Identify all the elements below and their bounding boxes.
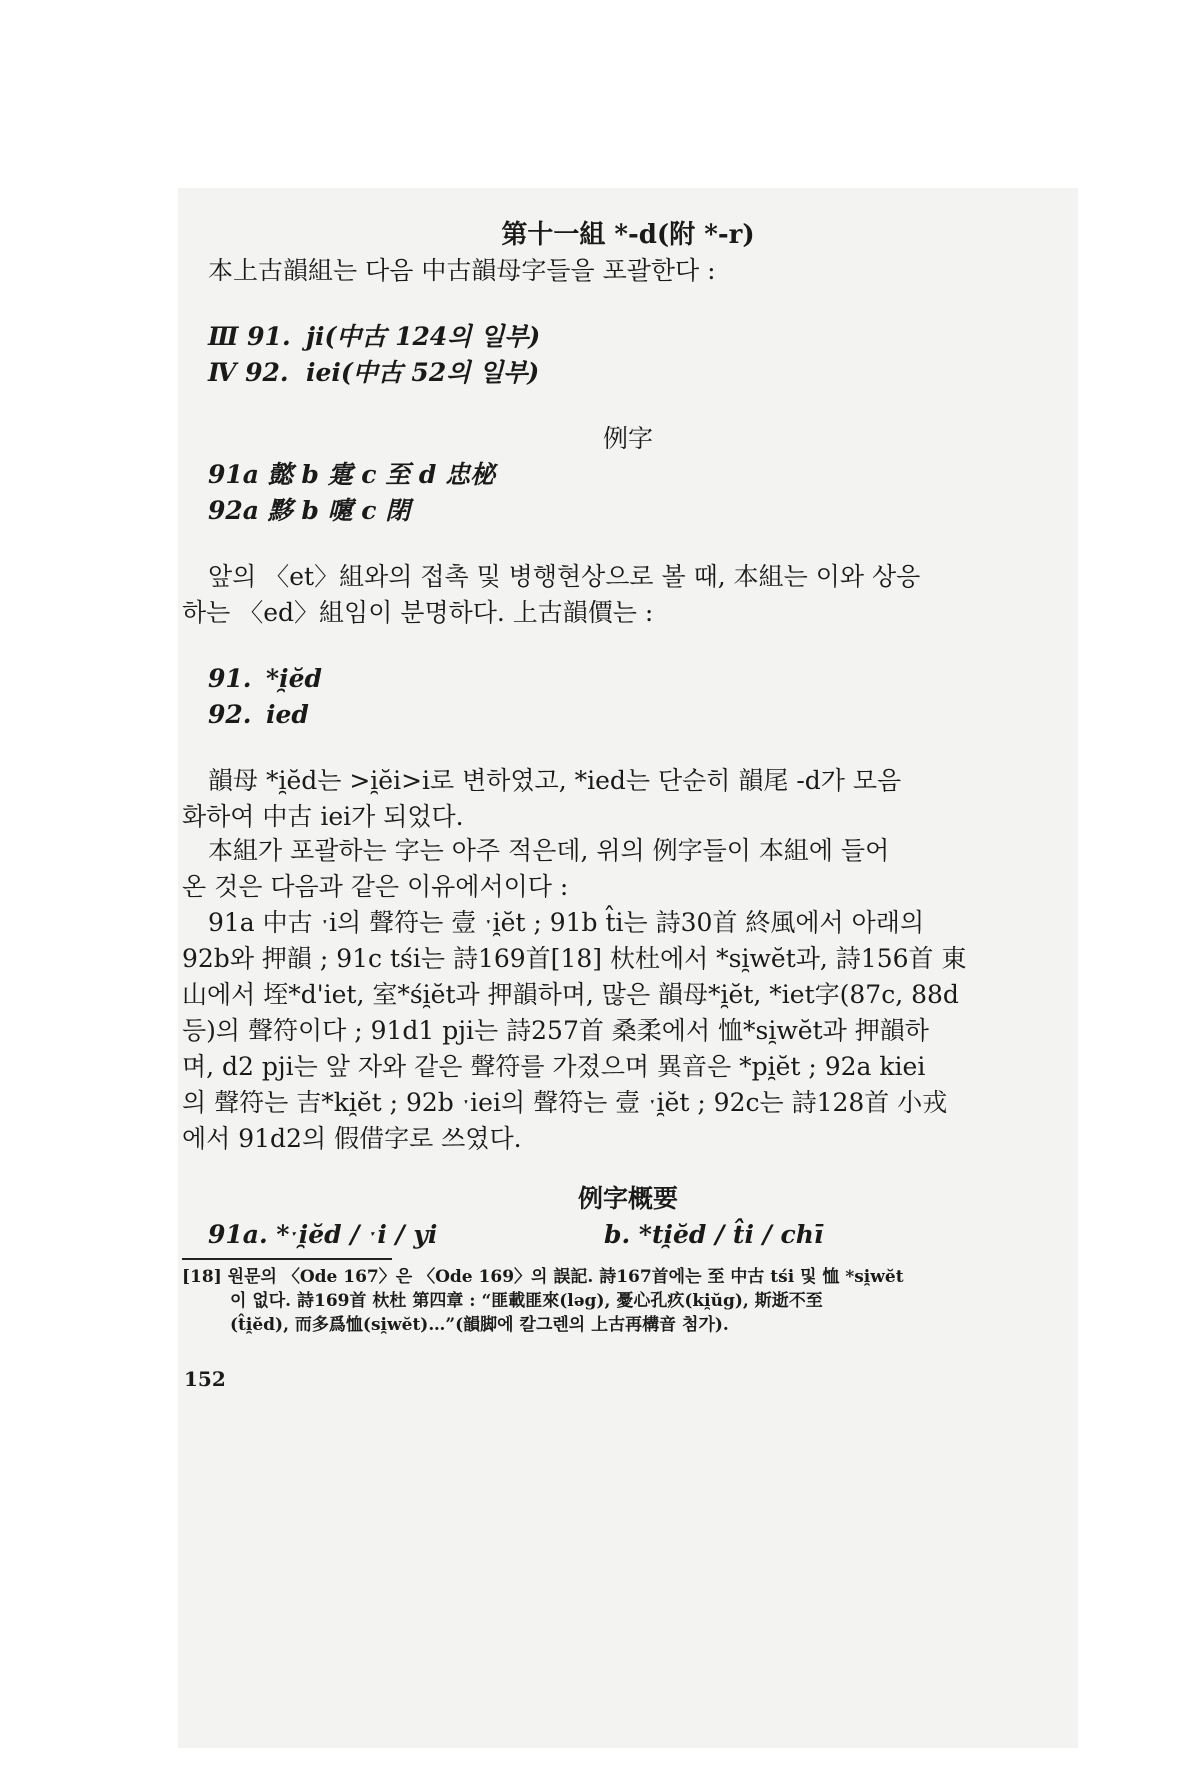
footnote-line-1: [18] 원문의 〈Ode 167〉은 〈Ode 169〉의 誤記. 詩167首에는 至 中古 tśi 및 恤 *si̯wĕt (182, 1267, 904, 1287)
para1-line-2: 하는 〈ed〉組임이 분명하다. 上古韻價는 : (182, 598, 654, 627)
para1-line-1: 앞의 〈et〉組와의 접촉 및 병행현상으로 볼 때, 本組는 이와 상응 (208, 562, 921, 591)
value-1: *i̯ĕd (266, 664, 322, 693)
page-number: 152 (184, 1367, 226, 1391)
footnote-rule (182, 1258, 392, 1260)
para3-line-6: 등)의 聲符이다 ; 91d1 pji는 詩257首 桑柔에서 恤*si̯wĕt과 押韻하 (182, 1016, 929, 1045)
group-label-1: Ⅲ 91. (208, 322, 291, 351)
summary-title: 例字概要 (577, 1184, 678, 1213)
section-heading: 第十一組 *-d(附 *-r) (501, 220, 755, 250)
para3-line-2: 온 것은 다음과 같은 이유에서이다 : (182, 872, 569, 901)
para3-line-1: 本組가 포괄하는 字는 아주 적은데, 위의 例字들이 本組에 들어 (208, 836, 890, 865)
summary-right: b. *ti̯ĕd / t̂i / chī (604, 1220, 824, 1249)
group-text-1: ji(中古 124의 일부) (306, 322, 541, 351)
group-text-2: iei(中古 52의 일부) (306, 358, 540, 387)
example-line-1: 91a 懿 b 疐 c 至 d 忠柲 (208, 460, 496, 489)
para3-line-8: 의 聲符는 吉*ki̯ĕt ; 92b ˑiei의 聲符는 壹 ˑi̯ĕt ; 92c는 詩128首 小戎 (182, 1088, 948, 1117)
para2-line-1: 韻母 *i̯ĕd는 >i̯ĕi>i로 변하였고, *ied는 단순히 韻尾 -d가 모음 (208, 766, 902, 795)
intro-text: 本上古韻組는 다음 中古韻母字들을 포괄한다 : (208, 256, 716, 285)
group-label-2: Ⅳ 92. (208, 358, 289, 387)
para2-line-2: 화하여 中古 iei가 되었다. (182, 802, 464, 831)
para3-line-3: 91a 中古 ˑi의 聲符는 壹 ˑi̯ĕt ; 91b t̂i는 詩30首 終風에서 아래의 (208, 908, 925, 937)
example-line-2: 92a 黟 b 嚔 c 閉 (208, 496, 411, 525)
examples-title: 例字 (602, 424, 653, 453)
value-num-2: 92. (208, 700, 252, 729)
summary-left: 91a. *ˑi̯ĕd / ˑi / yi (208, 1220, 438, 1249)
value-2: ied (266, 700, 309, 729)
document-page (178, 188, 1078, 1748)
footnote-line-3: (t̂i̯ĕd), 而多爲恤(si̯wĕt)…”(韻脚에 칼그렌의 上古再構音 첨가). (230, 1315, 729, 1335)
footnote-line-2: 이 없다. 詩169首 杕杜 第四章 : “匪載匪來(ləg), 憂心孔疚(ki̯ŭg), 斯逝不至 (230, 1291, 823, 1311)
para3-line-7: 며, d2 pji는 앞 자와 같은 聲符를 가졌으며 異音은 *pi̯ĕt ; 92a kiei (182, 1052, 926, 1081)
value-num-1: 91. (208, 664, 252, 693)
para3-line-5: 山에서 垤*d'iet, 室*śi̯ĕt과 押韻하며, 많은 韻母*i̯ĕt, *iet字(87c, 88d (182, 980, 959, 1009)
para3-line-9: 에서 91d2의 假借字로 쓰였다. (182, 1124, 522, 1153)
para3-line-4: 92b와 押韻 ; 91c tśi는 詩169首[18] 杕杜에서 *si̯wĕt과, 詩156首 東 (182, 944, 967, 973)
